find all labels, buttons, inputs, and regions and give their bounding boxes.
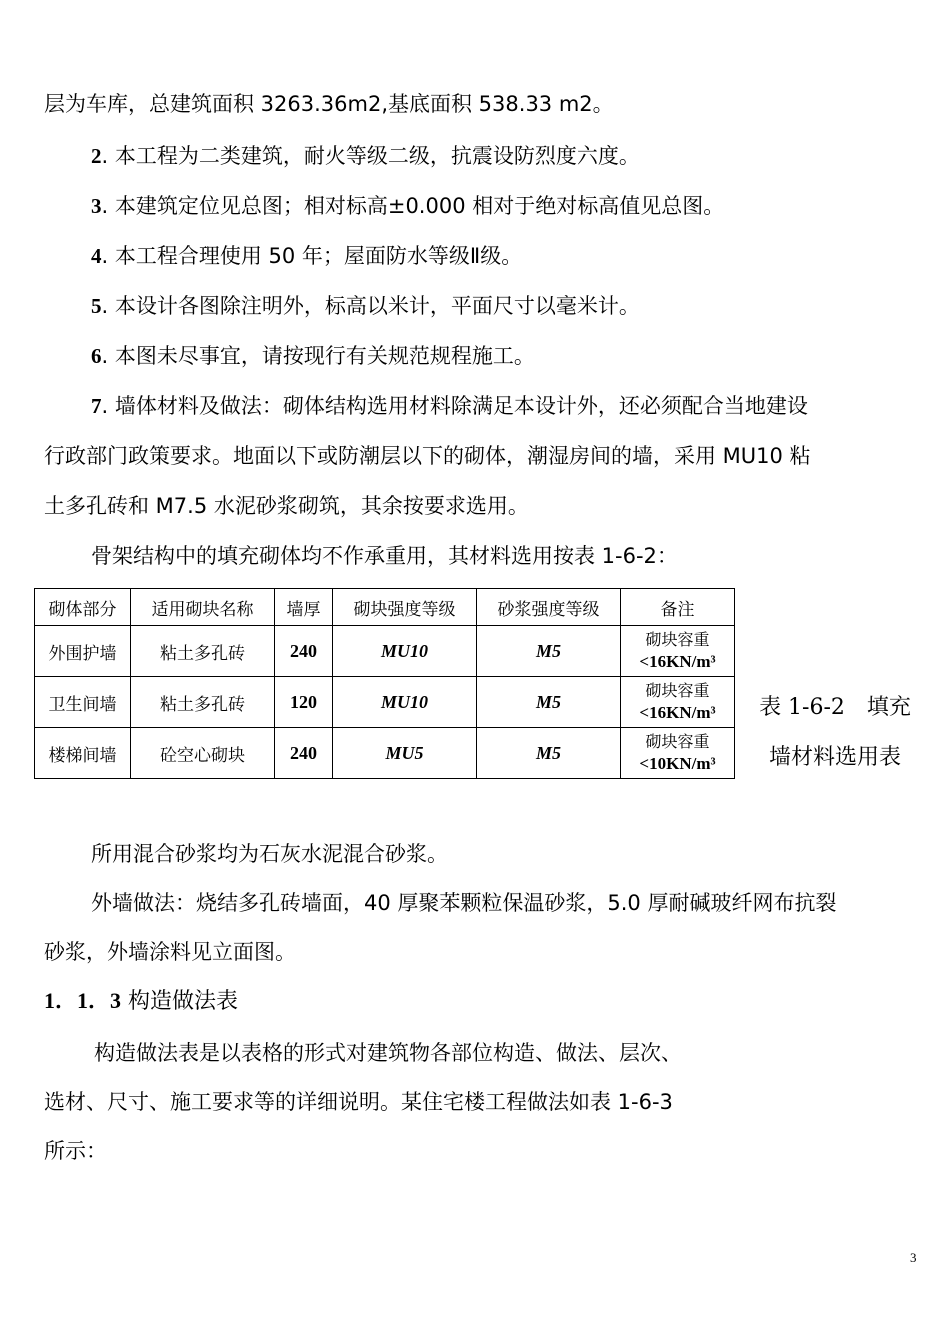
paragraph-item-4	[91, 242, 522, 270]
item-text: . 本建筑定位见总图；相对标高±0.000 相对于绝对标高值见总图。	[101, 194, 725, 218]
paragraph-item-3	[91, 192, 724, 220]
paragraph-item-5	[91, 292, 640, 320]
item-number: 7	[91, 394, 102, 418]
item-text: . 本工程为二类建筑，耐火等级二级，抗震设防烈度六度。	[101, 144, 640, 168]
paragraph-text: 所用混合砂浆均为石灰水泥混合砂浆。	[91, 842, 448, 866]
paragraph-item-6	[91, 342, 535, 370]
paragraph-intro	[44, 90, 614, 118]
item-number: 6	[91, 344, 102, 368]
note-line: <16KN/m³	[639, 703, 716, 722]
cell-block-grade: MU10	[333, 677, 477, 728]
paragraph-text: 选材、尺寸、施工要求等的详细说明。某住宅楼工程做法如表 1-6-3	[44, 1090, 673, 1114]
note-line: <10KN/m³	[639, 754, 716, 773]
header-cell: 墙厚	[275, 589, 333, 626]
paragraph-text: 砂浆，外墙涂料见立面图。	[44, 940, 296, 964]
header-cell: 备注	[621, 589, 735, 626]
paragraph-item-7-line-3	[44, 492, 529, 520]
paragraph-text: 骨架结构中的填充砌体均不作承重用，其材料选用按表 1-6-2：	[91, 544, 678, 568]
cell-note	[621, 728, 735, 779]
cell-block: 粘土多孔砖	[131, 626, 275, 677]
paragraph-text: 所示：	[44, 1139, 107, 1163]
cell-note	[621, 677, 735, 728]
cell-note	[621, 626, 735, 677]
paragraph-construction-line-2	[44, 1088, 673, 1116]
cell-block-grade: MU10	[333, 626, 477, 677]
caption-line: 墙材料选用表	[768, 745, 901, 770]
paragraph-exterior-wall-line-1	[91, 889, 836, 917]
paragraph-construction-line-3	[44, 1137, 107, 1165]
section-title: 构造做法表	[128, 989, 239, 1014]
cell-part: 外围护墙	[35, 626, 131, 677]
caption-line: 表 1-6-2 填充	[759, 695, 911, 720]
cell-thickness: 120	[275, 677, 333, 728]
table-row	[35, 626, 735, 677]
note-line: 砌块容重	[645, 630, 710, 649]
cell-part: 楼梯间墙	[35, 728, 131, 779]
section-heading	[44, 987, 238, 1016]
paragraph-mortar	[91, 840, 448, 868]
table-row	[35, 728, 735, 779]
cell-block-grade: MU5	[333, 728, 477, 779]
cell-mortar-grade: M5	[477, 677, 621, 728]
item-number: 3	[91, 194, 102, 218]
paragraph-text: 外墙做法：烧结多孔砖墙面，40 厚聚苯颗粒保温砂浆，5.0 厚耐碱玻纤网布抗裂	[91, 891, 837, 915]
paragraph-item-7-line-1	[91, 392, 808, 420]
item-number: 2	[91, 144, 102, 168]
table-row	[35, 677, 735, 728]
paragraph-text: 层为车库，总建筑面积 3263.36m2,基底面积 538.33 m2。	[44, 92, 614, 116]
header-cell: 砌块强度等级	[333, 589, 477, 626]
cell-thickness: 240	[275, 728, 333, 779]
table-header-row	[35, 589, 735, 626]
item-text: 行政部门政策要求。地面以下或防潮层以下的砌体，潮湿房间的墙，采用 MU10 粘	[44, 444, 811, 468]
header-cell: 砌体部分	[35, 589, 131, 626]
note-line: 砌块容重	[645, 732, 710, 751]
item-number: 5	[91, 294, 102, 318]
paragraph-exterior-wall-line-2	[44, 938, 296, 966]
header-cell: 适用砌块名称	[131, 589, 275, 626]
table-caption	[745, 683, 925, 783]
item-text: . 墙体材料及做法：砌体结构选用材料除满足本设计外，还必须配合当地建设	[101, 394, 808, 418]
item-text: . 本图未尽事宜，请按现行有关规范规程施工。	[101, 344, 535, 368]
note-line: 砌块容重	[645, 681, 710, 700]
paragraph-table-intro	[91, 542, 678, 570]
paragraph-item-2	[91, 142, 640, 170]
page-number: 3	[910, 1250, 917, 1265]
item-text: . 本设计各图除注明外，标高以米计，平面尺寸以毫米计。	[101, 294, 640, 318]
item-text: . 本工程合理使用 50 年；屋面防水等级Ⅱ级。	[101, 244, 523, 268]
header-cell: 砂浆强度等级	[477, 589, 621, 626]
paragraph-text: 构造做法表是以表格的形式对建筑物各部位构造、做法、层次、	[94, 1041, 682, 1065]
cell-mortar-grade: M5	[477, 626, 621, 677]
cell-block: 粘土多孔砖	[131, 677, 275, 728]
note-line: <16KN/m³	[639, 652, 716, 671]
section-number: 1．1．3	[44, 988, 122, 1013]
paragraph-item-7-line-2	[44, 442, 811, 470]
cell-part: 卫生间墙	[35, 677, 131, 728]
paragraph-construction-line-1	[94, 1039, 682, 1067]
item-number: 4	[91, 244, 102, 268]
cell-thickness: 240	[275, 626, 333, 677]
cell-mortar-grade: M5	[477, 728, 621, 779]
cell-block: 砼空心砌块	[131, 728, 275, 779]
item-text: 土多孔砖和 M7.5 水泥砂浆砌筑，其余按要求选用。	[44, 494, 529, 518]
material-table	[34, 588, 735, 779]
